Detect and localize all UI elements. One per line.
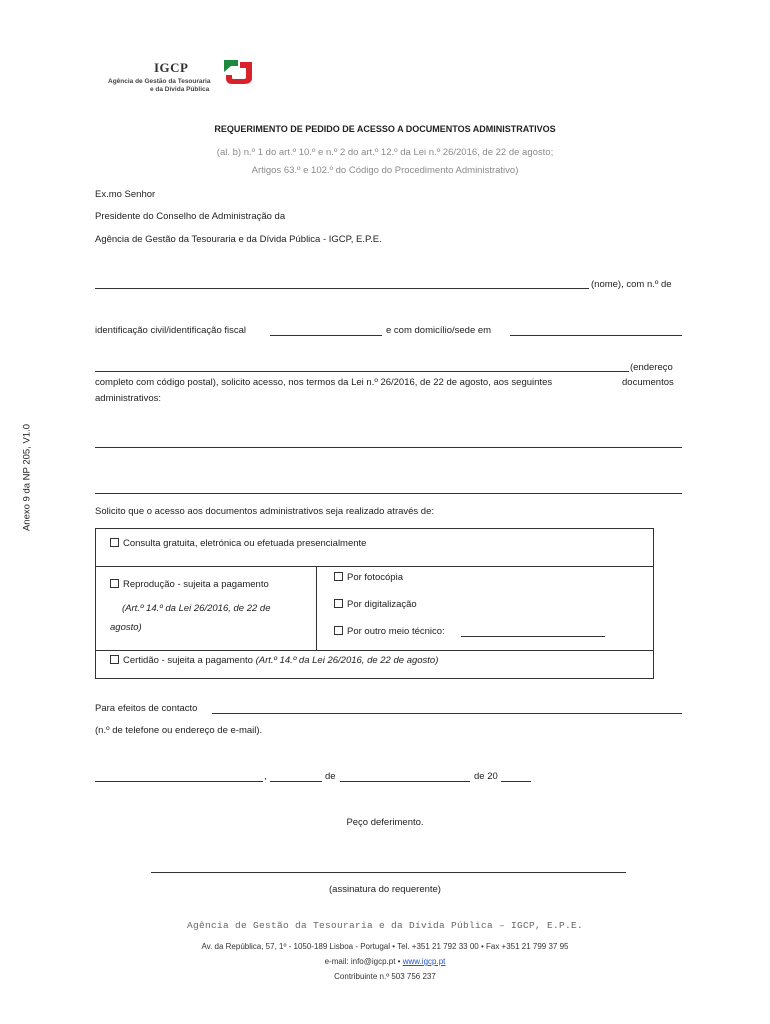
date-de-2: de 20 [474,771,498,782]
law-reference-line1: (al. b) n.º 1 do art.º 10.º e n.º 2 do art.º 12.º da Lei n.º 26/2016, de 22 de agosto; [216,147,554,158]
igcp-logo [106,58,256,98]
checkbox-reproducao[interactable] [110,579,119,588]
body-text-line1: completo com código postal), solicito acesso, nos termos da Lei n.º 26/2016, de 22 de agosto, aos seguintes [95,377,553,388]
side-annex-label: Anexo 9 da NP 205, V1.0 [21,423,33,532]
date-comma: , [264,771,267,782]
checkbox-outro-meio[interactable] [334,626,343,635]
signature-label: (assinatura do requerente) [329,884,441,895]
contact-input-line[interactable] [212,713,682,714]
footer-contacts [0,957,770,966]
domicile-field-label: e com domicílio/sede em [386,325,492,336]
footer-email: e-mail: info@igcp.pt • [324,957,401,966]
certidao-reference: (Art.º 14.º da Lei 26/2016, de 22 de agosto) [255,655,439,666]
checkbox-fotocopia[interactable] [334,572,343,581]
addressee-line1: Presidente do Conselho de Administração da [95,211,286,222]
table-divider-1 [95,566,653,567]
year-input-line[interactable] [501,781,531,782]
access-intro-text: Solicito que o acesso aos documentos administrativos seja realizado através de: [95,506,435,517]
address-input-line[interactable] [95,371,629,372]
place-input-line[interactable] [95,781,263,782]
logo-name: IGCP [154,60,189,75]
salutation: Ex.mo Senhor [95,189,156,200]
option-certidao[interactable] [110,655,438,666]
table-vertical-divider [316,567,317,650]
id-input-line[interactable] [270,335,382,336]
body-text-line2: administrativos: [95,393,161,404]
option-reproducao-label: Reprodução - sujeita a pagamento [123,579,269,590]
option-fotocopia-label: Por fotocópia [347,572,403,583]
reproducao-reference-line2: agosto) [110,622,142,633]
addressee-line2: Agência de Gestão da Tesouraria e da Dívida Pública - IGCP, E.P.E. [95,234,382,245]
documents-input-line2[interactable] [95,493,682,494]
footer-address: Av. da República, 57, 1º - 1050-189 Lisboa - Portugal • Tel. +351 21 792 33 00 • Fax +351 21 799 37 95 [201,942,569,951]
name-input-line[interactable] [95,288,589,289]
outro-meio-input-line[interactable] [461,636,605,637]
option-digitalizacao-label: Por digitalização [347,599,417,610]
contact-label: Para efeitos de contacto [95,703,198,714]
logo-subtitle-line1: Agência de Gestão da Tesouraria [108,78,211,85]
domicile-input-line[interactable] [510,335,682,336]
reproducao-reference-line1: (Art.º 14.º da Lei 26/2016, de 22 de [122,603,271,614]
name-field-suffix: (nome), com n.º de [591,279,672,290]
contact-hint: (n.º de telefone ou endereço de e-mail). [95,725,263,736]
option-consulta[interactable] [110,538,366,549]
document-title: REQUERIMENTO DE PEDIDO DE ACESSO A DOCUMENTOS ADMINISTRATIVOS [214,124,556,134]
law-reference-line2: Artigos 63.º e 102.º do Código do Procedimento Administrativo) [251,165,519,176]
option-consulta-label: Consulta gratuita, eletrónica ou efetuada presencialmente [123,538,367,549]
month-input-line[interactable] [340,781,470,782]
option-outro-meio-label: Por outro meio técnico: [347,626,445,637]
checkbox-certidao[interactable] [110,655,119,664]
signature-line[interactable] [151,872,626,873]
date-de-1: de [325,771,336,782]
option-certidao-label: Certidão - sujeita a pagamento [123,655,253,666]
body-text-line1-end: documentos [622,377,674,388]
day-input-line[interactable] [270,781,322,782]
footer-website-link[interactable]: www.igcp.pt [402,957,446,966]
option-digitalizacao[interactable] [334,599,417,610]
option-reproducao[interactable] [110,579,269,590]
footer-organization: Agência de Gestão da Tesouraria e da Dívida Pública – IGCP, E.P.E. [186,920,584,931]
id-field-label: identificação civil/identificação fiscal [95,325,247,336]
option-fotocopia[interactable] [334,572,403,583]
closing-text: Peço deferimento. [346,817,424,828]
checkbox-consulta[interactable] [110,538,119,547]
option-outro-meio[interactable] [334,626,445,637]
checkbox-digitalizacao[interactable] [334,599,343,608]
documents-input-line1[interactable] [95,447,682,448]
igcp-logo-mark-icon [222,58,254,86]
logo-subtitle-line2: e da Dívida Pública [150,86,210,93]
table-divider-2 [95,650,653,651]
footer-nif: Contribuinte n.º 503 756 237 [334,972,436,981]
address-field-suffix: (endereço [630,362,673,373]
